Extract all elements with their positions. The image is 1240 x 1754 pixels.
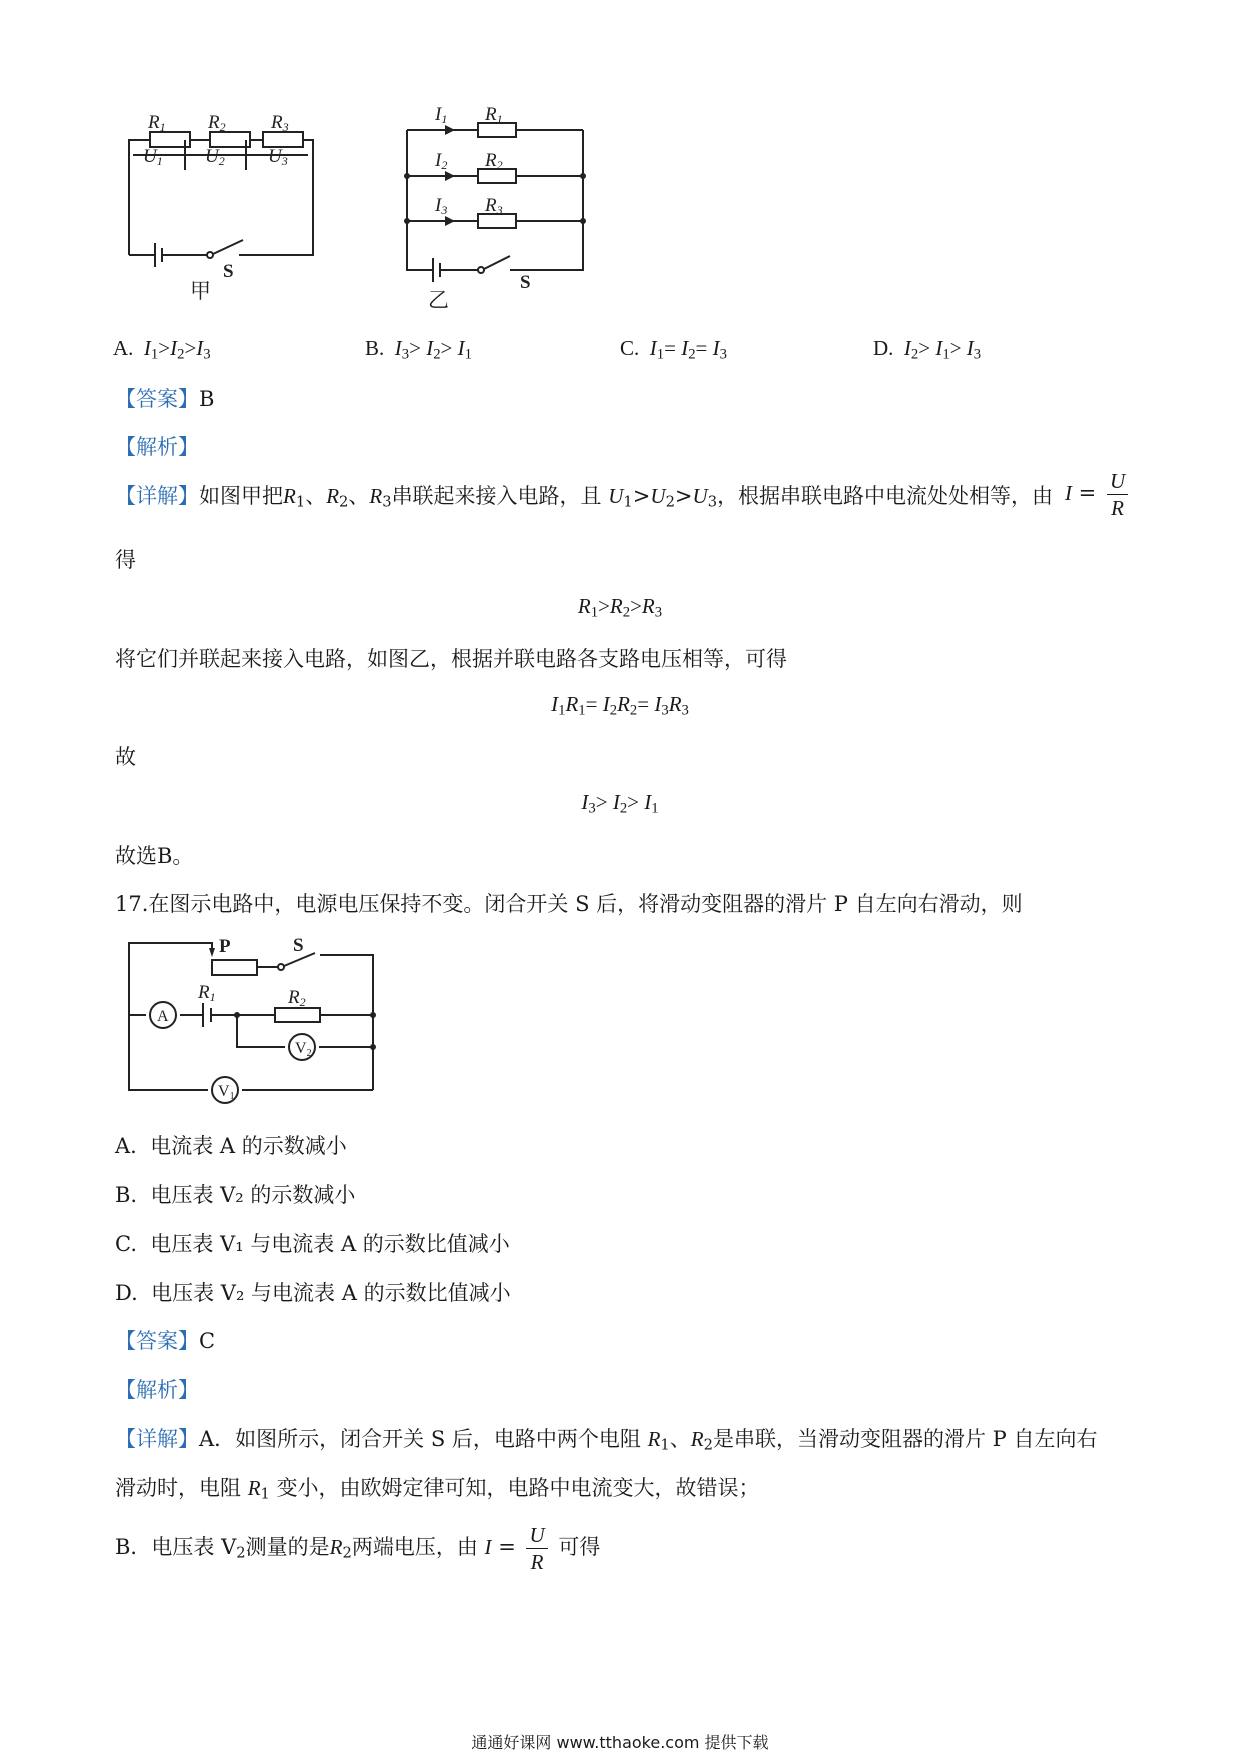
label-u3: U3 [268, 146, 288, 168]
q16-answer: 【答案】B [115, 387, 215, 411]
q17-option-b: B. 电压表 V₂ 的示数减小 [115, 1183, 356, 1207]
equation-ir-equal: $I_1R_1= I_2R_2= I_3R_3$ [551, 692, 689, 719]
q16-conclusion: 故选B。 [115, 844, 194, 868]
label-i2: I2 [435, 150, 448, 172]
label-q17-r2: R2 [288, 987, 306, 1009]
ohm-law-formula-1: I = $\frac{U}{R}$ [1065, 468, 1132, 521]
q17-option-c: C. 电压表 V₁ 与电流表 A 的示数比值减小 [115, 1232, 510, 1256]
q17-answer: 【答案】C [115, 1329, 216, 1353]
q17-detail-b-line: B．电压表 $V_2$测量的是$R_2$两端电压，由 I = $\frac{U}{R}$ 可得 [115, 1523, 601, 1574]
q16-option-c: C. $I_1= I_2= I_3$ [620, 336, 727, 363]
q16-parallel-text: 将它们并联起来接入电路，如图乙，根据并联电路各支路电压相等，可得 [115, 647, 787, 671]
caption-jia: 甲 [190, 279, 211, 300]
q17-stem: 17.在图示电路中，电源电压保持不变。闭合开关 S 后，将滑动变阻器的滑片 P 自左向右滑动，则 [115, 892, 1023, 916]
q17-option-a: A. 电流表 A 的示数减小 [115, 1134, 347, 1158]
q16-detail-line: 【详解】如图甲把$R_1$、$R_2$、$R_3$串联起来接入电路，且 $U_1>U_2>U_3$，根据串联电路中电流处处相等，由 [115, 484, 1054, 511]
page-footer: 通通好课网 www.tthaoke.com 提供下载 [471, 1733, 769, 1752]
voltmeter-v1: V1 [218, 1083, 235, 1102]
ohm-law-formula-2: $\frac{U}{R}$ [526, 1522, 547, 1575]
q16-option-d: D. $I_2> I_1> I_3$ [873, 336, 982, 363]
label-i3: I3 [435, 195, 448, 217]
label-q17-switch-s: S [293, 935, 304, 956]
q16-option-b: B. $I_3> I_2> I_1$ [365, 336, 472, 363]
label-switch-s: S [223, 261, 234, 282]
q16-analysis-tag: 【解析】 [115, 435, 199, 459]
label-yi-switch-s: S [520, 272, 531, 293]
equation-r-order: $R_1>R_2>R_3$ [577, 594, 663, 621]
ammeter-a: A [157, 1008, 169, 1025]
q17-analysis-tag: 【解析】 [115, 1378, 199, 1402]
label-p: P [219, 936, 231, 957]
q16-gu: 故 [115, 745, 136, 769]
caption-yi: 乙 [428, 288, 449, 310]
label-u2: U2 [205, 146, 225, 168]
label-yi-r2: R2 [485, 150, 503, 172]
equation-i-order: $I_3> I_2> I_1$ [581, 790, 659, 817]
label-yi-r3: R3 [485, 195, 503, 217]
label-r1: R1 [148, 112, 166, 134]
circuit-figure-jia [115, 100, 365, 300]
q16-option-a: A. $I_1>I_2>I_3$ [113, 336, 211, 363]
voltmeter-v2: V2 [295, 1040, 312, 1059]
q16-de: 得 [115, 548, 136, 572]
label-r3: R3 [271, 112, 289, 134]
label-yi-r1: R1 [485, 104, 503, 126]
q17-detail-a-line1: 【详解】A．如图所示，闭合开关 S 后，电路中两个电阻 $R_1$、$R_2$是串联，当滑动变阻器的滑片 P 自左向右 [115, 1427, 1098, 1454]
q17-detail-a-line2: 滑动时，电阻 $R_1$ 变小，由欧姆定律可知，电路中电流变大，故错误； [115, 1476, 760, 1503]
label-q17-r1: R1 [198, 982, 216, 1004]
label-u1: U1 [143, 146, 163, 168]
label-r2: R2 [208, 112, 226, 134]
circuit-figure-yi [400, 100, 600, 310]
q17-option-d: D. 电压表 V₂ 与电流表 A 的示数比值减小 [115, 1281, 511, 1305]
label-i1: I1 [435, 104, 448, 126]
circuit-figure-q17 [115, 935, 435, 1110]
